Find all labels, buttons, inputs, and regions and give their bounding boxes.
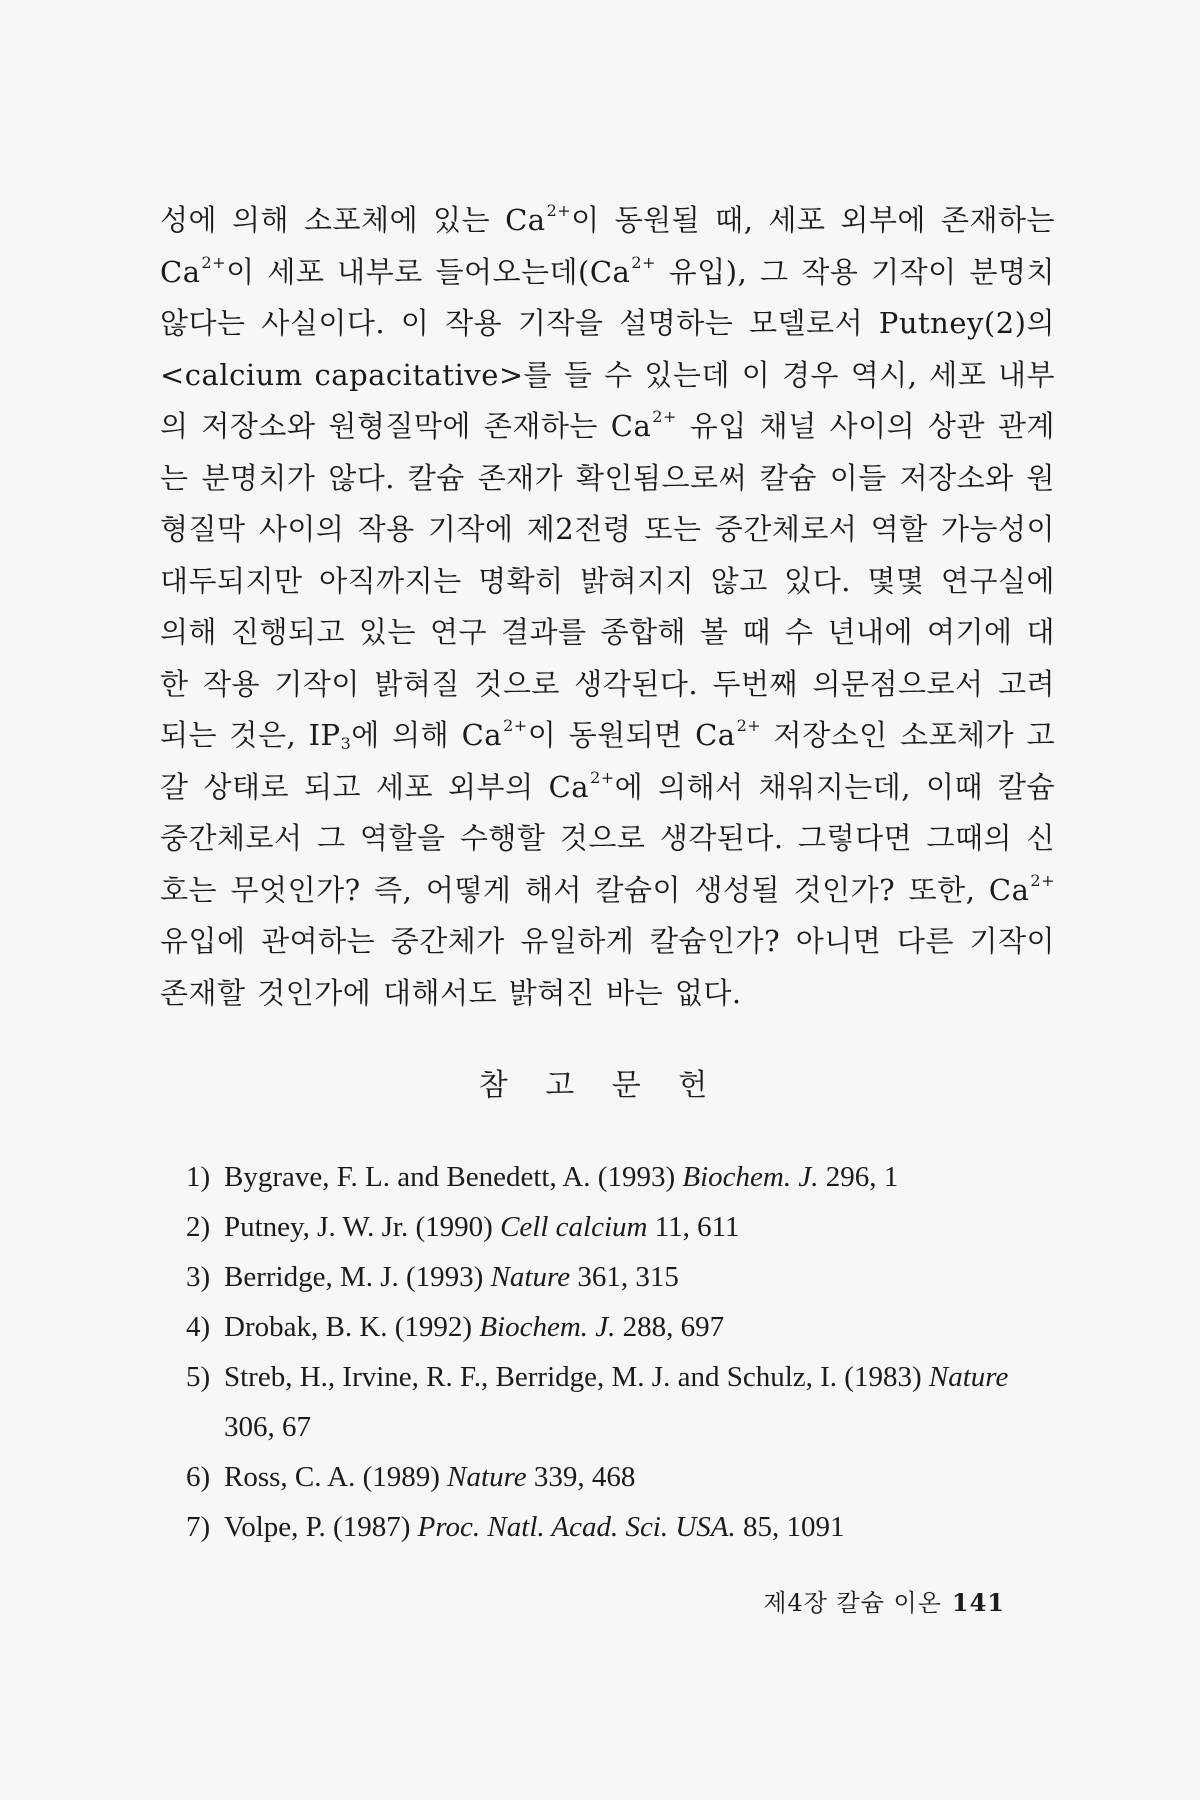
reference-text <box>224 1302 1066 1352</box>
reference-text <box>224 1502 1066 1552</box>
reference-volume-page: 296, 1 <box>818 1161 899 1193</box>
charge-superscript: 2+ <box>1030 870 1055 890</box>
reference-journal: Cell calcium <box>500 1211 648 1243</box>
reference-authors: Streb, H., Irvine, R. F., Berridge, M. J. and Schulz, I. (1983) <box>224 1361 929 1393</box>
charge-superscript: 2+ <box>652 407 677 426</box>
charge-superscript: 2+ <box>503 716 528 735</box>
references-heading: 참 고 문 헌 <box>478 1068 722 1103</box>
reference-journal: Nature <box>490 1261 571 1293</box>
reference-text <box>224 1352 1066 1452</box>
reference-journal: Nature <box>928 1361 1009 1393</box>
reference-authors: Putney, J. W. Jr. (1990) <box>224 1211 501 1243</box>
reference-item <box>186 1452 1066 1502</box>
reference-volume-page: 306, 67 <box>224 1411 311 1443</box>
body-text-segment: 유입 채널 사이의 상관 관계는 분명치가 않다. 칼슘 존재가 확인됨으로써 칼슘 이들 저장소와 원형질막 사이의 작용 기작에 제2전령 또는 중간체로서 역할 가능성이 대두되지만 아직까지는 명확히 밝혀지지 않고 있다. 몇몇 연구실에 의해 진행되고 있는 연구 결과를 종합해 볼 때 수 년내에 여기에 대한 작용 기작이 밝혀질 것으로 생각된다. 두번째 의문점으로서 고려되는 것은, IP <box>160 409 1055 752</box>
reference-text <box>224 1152 1066 1202</box>
reference-volume-page: 339, 468 <box>526 1461 636 1493</box>
reference-text <box>224 1252 1066 1302</box>
reference-volume-page: 361, 315 <box>570 1261 679 1293</box>
reference-authors: Drobak, B. K. (1992) <box>224 1311 480 1343</box>
reference-number: 4) <box>186 1311 211 1343</box>
reference-authors: Bygrave, F. L. and Benedett, A. (1993) <box>224 1161 683 1193</box>
reference-number: 1) <box>186 1161 211 1193</box>
reference-item <box>186 1252 1066 1302</box>
charge-superscript: 2+ <box>546 201 572 220</box>
body-text-segment: 성에 의해 소포체에 있는 Ca <box>160 203 546 237</box>
reference-volume-page: 85, 1091 <box>735 1511 845 1543</box>
reference-number: 3) <box>186 1261 211 1293</box>
reference-number: 6) <box>186 1461 211 1493</box>
body-paragraph <box>160 195 1055 1019</box>
body-text-segment: 이 동원될 때, 세포 외부에 존재하는 Ca <box>160 203 1055 289</box>
page-footer <box>763 1583 1005 1618</box>
charge-superscript: 2+ <box>201 252 227 272</box>
reference-text <box>224 1202 1066 1252</box>
body-text-segment: 에 의해 Ca <box>351 718 503 752</box>
reference-volume-page: 11, 611 <box>647 1211 740 1243</box>
reference-item <box>186 1502 1066 1552</box>
reference-volume-page: 288, 697 <box>615 1311 725 1343</box>
reference-item <box>186 1352 1066 1452</box>
reference-item <box>186 1302 1066 1352</box>
reference-authors: Volpe, P. (1987) <box>224 1511 418 1543</box>
reference-journal: Biochem. J. <box>682 1161 819 1193</box>
page-number: 141 <box>951 1588 1005 1617</box>
reference-authors: Ross, C. A. (1989) <box>224 1461 448 1493</box>
reference-authors: Berridge, M. J. (1993) <box>224 1261 491 1293</box>
ip3-subscript: 3 <box>340 734 352 753</box>
reference-number: 7) <box>186 1511 211 1543</box>
reference-number: 2) <box>186 1211 211 1243</box>
body-text-segment: 이 세포 내부로 들어오는데(Ca <box>226 254 631 289</box>
chapter-label: 제4장 칼슘 이온 <box>763 1589 942 1617</box>
body-text-segment: 이 동원되면 Ca <box>527 718 736 752</box>
reference-item <box>186 1202 1066 1252</box>
reference-journal: Proc. Natl. Acad. Sci. USA. <box>417 1511 736 1543</box>
reference-number: 5) <box>186 1361 211 1393</box>
charge-superscript: 2+ <box>590 767 615 787</box>
references-list <box>186 1152 1066 1552</box>
reference-text <box>224 1452 1066 1502</box>
reference-item <box>186 1152 1066 1202</box>
reference-journal: Biochem. J. <box>479 1311 616 1343</box>
charge-superscript: 2+ <box>631 252 656 272</box>
reference-journal: Nature <box>447 1461 527 1493</box>
body-text-segment: 유입에 관여하는 중간체가 유일하게 칼슘인가? 아니면 다른 기작이 존재할 것인가에 대해서도 밝혀진 바는 없다. <box>160 924 1055 1010</box>
body-text-segment: 유입), 그 작용 기작이 분명치 않다는 사실이다. 이 작용 기작을 설명하는 모델로서 Putney(2)의 <calcium capacitative>를 들 수 있는데 이 경우 역시, 세포 내부의 저장소와 원형질막에 존재하는 Ca <box>160 254 1056 443</box>
charge-superscript: 2+ <box>736 716 762 735</box>
body-text-segment: 에 의해서 채워지는데, 이때 칼슘 중간체로서 그 역할을 수행할 것으로 생각된다. 그렇다면 그때의 신호는 무엇인가? 즉, 어떻게 해서 칼슘이 생성될 것인가? 또한, Ca <box>160 769 1055 907</box>
body-text-segment: 저장소인 소포체가 고갈 상태로 되고 세포 외부의 Ca <box>160 718 1055 804</box>
